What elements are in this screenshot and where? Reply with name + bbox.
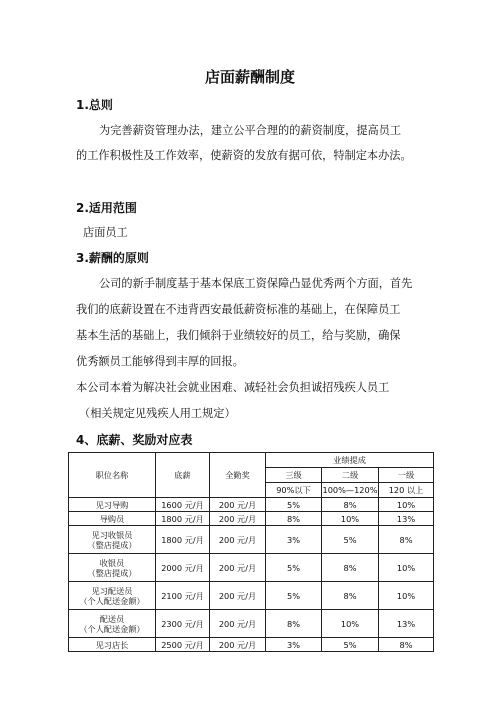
cell-level1: 10%: [379, 554, 434, 582]
position-name-line: （个人配送金额）: [79, 623, 145, 634]
salary-table: [68, 452, 434, 652]
cell-attendance: 200 元/月: [210, 582, 266, 610]
cell-base: 1800 元/月: [156, 526, 210, 554]
section-heading-scope: 2.适用范围: [76, 201, 137, 215]
cell-attendance: 200 元/月: [210, 638, 266, 652]
cell-level2: 8%: [322, 498, 379, 512]
header-range2: 100%—120%: [322, 483, 379, 498]
position-name-line: （整店提成）: [87, 539, 137, 550]
cell-base: 2100 元/月: [156, 582, 210, 610]
header-level2: 二级: [322, 468, 379, 483]
cell-base: 1800 元/月: [156, 512, 210, 526]
page-title: 店面薪酬制度: [204, 68, 295, 86]
cell-level2: 8%: [322, 554, 379, 582]
position-name-line: 配送员: [99, 613, 125, 624]
scope-text: 店面员工: [83, 226, 128, 239]
cell-position: [69, 610, 156, 638]
table-row: [69, 526, 434, 554]
paragraph-line: 本公司本着为解决社会就业困难、减轻社会负担诚招残疾人员工: [76, 381, 390, 394]
cell-base: 1600 元/月: [156, 498, 210, 512]
cell-attendance: 200 元/月: [210, 610, 266, 638]
cell-level2: 5%: [322, 638, 379, 652]
paragraph-line: 公司的新手制度基于基本保底工资保障凸显优秀两个方面，首先: [99, 277, 413, 290]
cell-level1: 10%: [379, 498, 434, 512]
header-position: 职位名称: [69, 453, 156, 498]
cell-level1: 13%: [379, 512, 434, 526]
position-name-line: 见习收银员: [91, 529, 133, 540]
section-heading-principle: 3.薪酬的原则: [76, 251, 149, 265]
cell-attendance: 200 元/月: [210, 526, 266, 554]
header-range1: 120 以上: [379, 483, 434, 498]
table-row: [69, 554, 434, 582]
cell-level2: 8%: [322, 582, 379, 610]
table-row: [69, 582, 434, 610]
section-heading-table: 4、底薪、奖励对应表: [76, 433, 193, 447]
paragraph-line: 优秀额员工能够得到丰厚的回报。: [76, 355, 244, 368]
cell-level2: 5%: [322, 526, 379, 554]
paragraph-line: 我们的底薪设置在不违背西安最低薪资标准的基础上，在保障员工: [76, 303, 401, 316]
cell-level1: 10%: [379, 582, 434, 610]
cell-position: [69, 554, 156, 582]
table-header-row: [69, 453, 434, 468]
cell-base: 2500 元/月: [156, 638, 210, 652]
cell-base: 2300 元/月: [156, 610, 210, 638]
header-level1: 一级: [379, 468, 434, 483]
cell-level3: 5%: [266, 582, 322, 610]
position-name-line: （个人配送金额）: [79, 595, 145, 606]
header-commission: 业绩提成: [266, 453, 434, 468]
cell-level3: 8%: [266, 610, 322, 638]
position-name-line: 收银员: [99, 557, 125, 568]
cell-level3: 5%: [266, 554, 322, 582]
cell-attendance: 200 元/月: [210, 554, 266, 582]
position-name-line: 见习配送员: [91, 585, 133, 596]
position-name-line: 见习导购: [95, 499, 129, 510]
cell-position: [69, 582, 156, 610]
table-body: [69, 498, 434, 652]
table-row: [69, 512, 434, 526]
cell-position: [69, 526, 156, 554]
cell-base: 2000 元/月: [156, 554, 210, 582]
cell-attendance: 200 元/月: [210, 498, 266, 512]
paragraph-line: 基本生活的基础上，我们倾斜于业绩较好的员工，给与奖励，确保: [76, 329, 401, 342]
position-name-line: 导购员: [99, 513, 125, 524]
header-base: 底薪: [156, 453, 210, 498]
cell-level3: 3%: [266, 638, 322, 652]
cell-level3: 5%: [266, 498, 322, 512]
cell-level2: 10%: [322, 512, 379, 526]
header-range3: 90%以下: [266, 483, 322, 498]
position-name-line: （整店提成）: [87, 567, 137, 578]
cell-position: [69, 498, 156, 512]
cell-attendance: 200 元/月: [210, 512, 266, 526]
cell-level1: 8%: [379, 638, 434, 652]
cell-position: [69, 512, 156, 526]
table-row: [69, 610, 434, 638]
cell-level2: 10%: [322, 610, 379, 638]
cell-position: [69, 638, 156, 652]
position-name-line: 见习店长: [95, 639, 129, 650]
header-level3: 三级: [266, 468, 322, 483]
paragraph-line: 的工作积极性及工作效率，使薪资的发放有据可依，特制定本办法。: [76, 149, 412, 162]
section-heading-general: 1.总则: [76, 98, 113, 112]
cell-level1: 13%: [379, 610, 434, 638]
header-attendance: 全勤奖: [210, 453, 266, 498]
cell-level3: 3%: [266, 526, 322, 554]
cell-level3: 8%: [266, 512, 322, 526]
table-row: [69, 498, 434, 512]
paragraph-line: 为完善薪资管理办法，建立公平合理的的薪资制度，提高员工: [99, 124, 402, 137]
paragraph-line: （相关规定见残疾人用工规定）: [79, 407, 236, 420]
table-row: [69, 638, 434, 652]
cell-level1: 8%: [379, 526, 434, 554]
